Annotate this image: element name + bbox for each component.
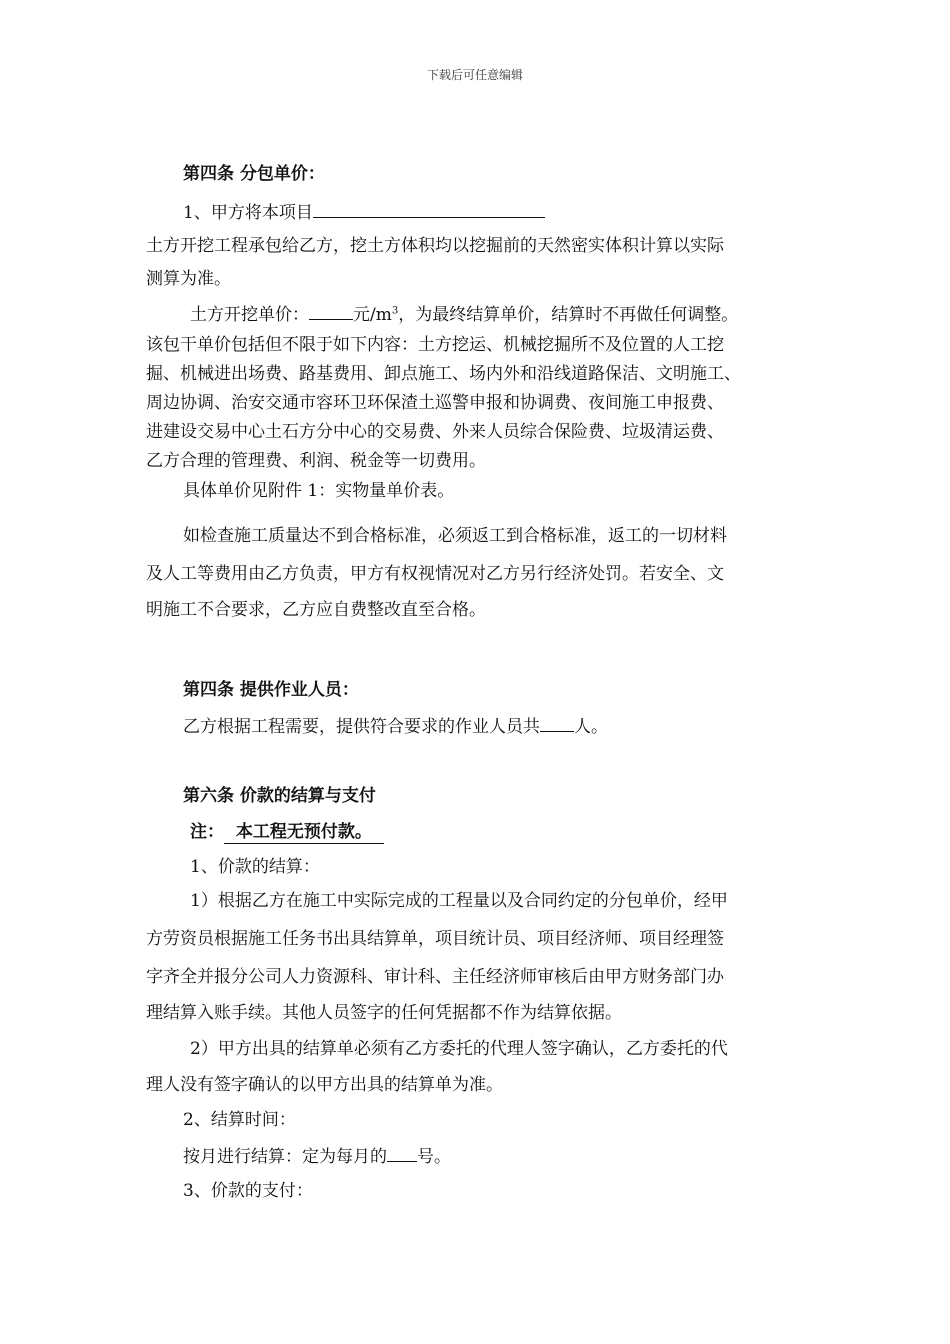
paragraph-text: 土方开挖单价： [190,305,309,325]
subsection-title: 2、结算时间： [183,1110,296,1130]
subsection-title: 1、价款的结算： [190,857,320,877]
paragraph-text: 人。 [574,717,608,737]
paragraph-line: 该包干单价包括但不限于如下内容：土方挖运、机械挖掘所不及位置的人工挖 [146,335,724,355]
settlement-day-blank [387,1145,417,1162]
paragraph-line: 理结算入账手续。其他人员签字的任何凭据都不作为结算依据。 [146,1003,622,1023]
note-text: 本工程无预付款。 [224,822,384,842]
paragraph-text: ，为最终结算单价，结算时不再做任何调整。 [398,305,739,325]
unit-text: 元/m [353,305,392,325]
section-title-unit-price: 第四条 分包单价： [183,164,325,184]
paragraph-line: 如检查施工质量达不到合格标准，必须返工到合格标准，返工的一切材料 [183,526,727,546]
paragraph-line [190,303,738,325]
paragraph-line: 土方开挖工程承包给乙方，挖土方体积均以挖掘前的天然密实体积计算以实际 [146,236,724,256]
paragraph-line: 2）甲方出具的结算单必须有乙方委托的代理人签字确认，乙方委托的代 [190,1039,728,1059]
paragraph-line: 测算为准。 [146,269,231,289]
paragraph-line: 字齐全并报分公司人力资源科、审计科、主任经济师审核后由甲方财务部门办 [146,967,724,987]
paragraph-line: 及人工等费用由乙方负责，甲方有权视情况对乙方另行经济处罚。若安全、文 [146,564,724,584]
note-line [190,822,384,842]
paragraph-line: 具体单价见附件 1：实物量单价表。 [183,481,455,501]
project-name-blank [313,201,545,218]
paragraph-line: 掘、机械进出场费、路基费用、卸点施工、场内外和沿线道路保洁、文明施工、 [146,364,741,384]
paragraph-line: 明施工不合要求，乙方应自费整改直至合格。 [146,600,486,620]
note-label: 注： [190,822,224,842]
paragraph-line [183,715,608,737]
section-title-settlement: 第六条 价款的结算与支付 [183,786,376,806]
paragraph-text: 按月进行结算：定为每月的 [183,1147,387,1167]
paragraph-line: 周边协调、治安交通市容环卫环保渣土巡警申报和协调费、夜间施工申报费、 [146,393,724,413]
paragraph-text: 1、甲方将本项目 [183,203,313,223]
worker-count-blank [540,715,574,732]
paragraph-line: 方劳资员根据施工任务书出具结算单，项目统计员、项目经济师、项目经理签 [146,929,724,949]
subsection-title: 3、价款的支付： [183,1181,313,1201]
unit-price-blank [309,303,353,320]
paragraph-line [183,201,545,223]
paragraph-line: 理人没有签字确认的以甲方出具的结算单为准。 [146,1075,503,1095]
section-title-workers: 第四条 提供作业人员： [183,680,359,700]
page-header: 下载后可任意编辑 [426,68,523,82]
unit-superscript: 3 [391,305,399,317]
paragraph-text: 乙方根据工程需要，提供符合要求的作业人员共 [183,717,540,737]
paragraph-line: 进建设交易中心土石方分中心的交易费、外来人员综合保险费、垃圾清运费、 [146,422,724,442]
paragraph-line [183,1145,451,1167]
paragraph-line: 1）根据乙方在施工中实际完成的工程量以及合同约定的分包单价，经甲 [190,891,728,911]
paragraph-line: 乙方合理的管理费、利润、税金等一切费用。 [146,451,486,471]
paragraph-text: 号。 [417,1147,451,1167]
